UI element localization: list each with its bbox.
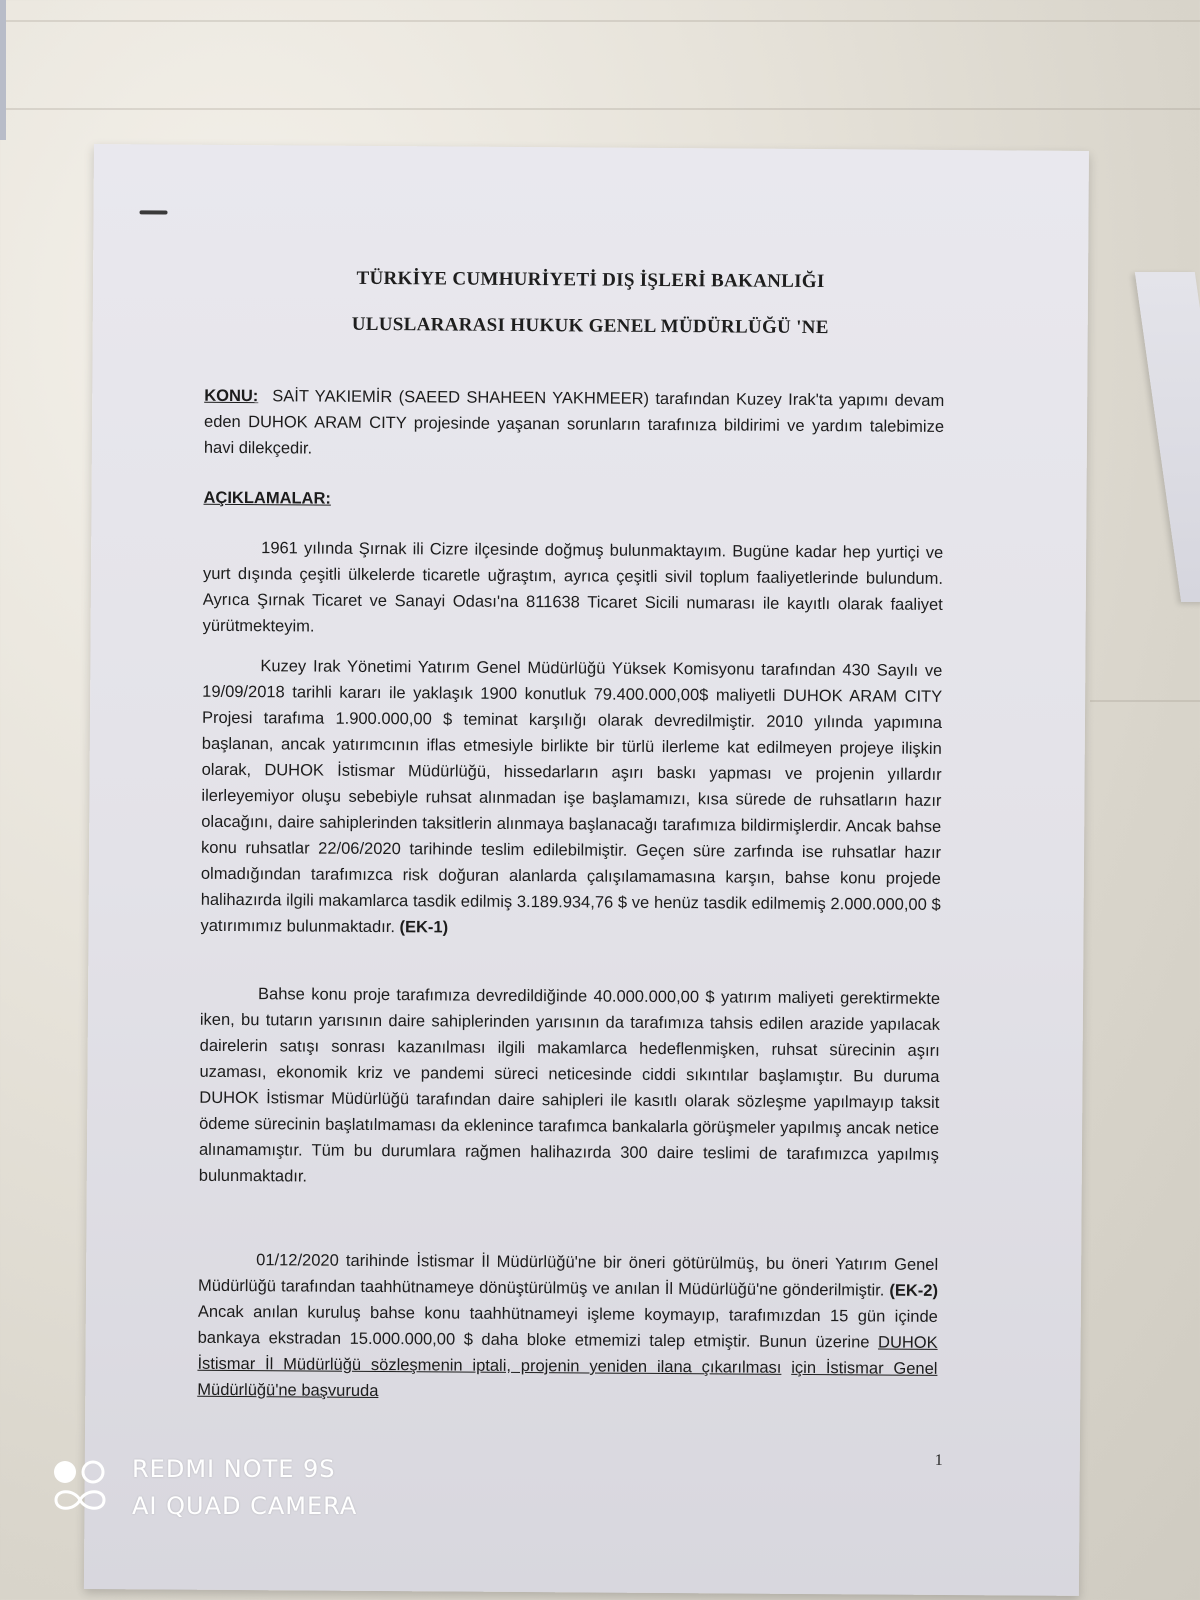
subject-text: SAİT YAKIEMİR (SAEED SHAHEEN YAKHMEER) tarafından Kuzey Irak'ta yapımı devam eden DUHOK ARAM CITY projesinde yaşanan sorunların tarafınıza bildirimi ve yardım talebimize havi dilekçedir. <box>203 387 945 458</box>
document-page <box>84 144 1089 1596</box>
addressee-ministry: TÜRKİYE CUMHURİYETİ DIŞ İŞLERİ BAKANLIĞI <box>356 267 825 293</box>
paragraph-4-text-a: 01/12/2020 tarihinde İstismar İl Müdürlüğü'ne bir öneri götürülmüş, bu öneri Yatırım Genel Müdürlüğü tarafından taahhütnameye dönüştürülmüş ve anılan İl Müdürlüğü'ne gönderilmiştir. <box>197 1251 939 1300</box>
page-number: 1 <box>934 1451 943 1469</box>
paragraph-1 <box>203 535 944 644</box>
annex-reference-2: (EK-2) <box>889 1281 939 1300</box>
addressee-directorate: ULUSLARARASI HUKUK GENEL MÜDÜRLÜĞÜ 'NE <box>351 313 829 339</box>
paragraph-2-text: Kuzey Irak Yönetimi Yatırım Genel Müdürlüğü Yüksek Komisyonu tarafından 430 Sayılı ve 19/09/2018 tarihli kararı ile yaklaşık 1900 konutluk 79.400.000,00$ maliyetli DUHOK ARAM CITY Projesi tarafıma 1.900.000,00 $ teminat karşılığı olarak devredilmiştir. 2010 yılında yapımına başlanan, ancak yatırımcının iflas etmesiyle birlikte bir türlü ilerleme kat edilmeyen projeye ilişkin olarak, DUHOK İstismar Müdürlüğü, hissedarların aşırı baskı yapması ve projenin yıllardır ilerleyemiyor oluşu sebebiyle ruhsat alınmadan işe başlamamızı, kısa sürede de ruhsatların hazır olacağını, daire sahiplerinden taksitlerin alınmaya başlanacağı tarafımıza bildirmişlerdir. Ancak bahse konu ruhsatlar 22/06/2020 tarihinde teslim edilebilmiştir. Geçen süre zarfında ise ruhsatlar hazır olmadığından tarafımızca risk doğuran alanlarda çalışılamamasına karşın, bahse konu projede halihazırda ilgili makamlarca tasdik edilmiş 3.189.934,76 $ ve henüz tasdik edilmemiş 2.000.000,00 $ yatırımımız bulunmaktadır. <box>200 657 943 937</box>
subject-block <box>204 383 945 466</box>
adjacent-object-edge <box>0 0 6 140</box>
camera-feature-text: AI QUAD CAMERA <box>132 1492 358 1520</box>
paragraph-4-text-b: Ancak anılan kuruluş bahse konu taahhütnameyi işleme koymayıp, tarafımızdan 15 gün içinde bankaya ekstradan 15.000.000,00 $ daha bloke etmemizi talep etmiştir. Bunun üzerine <box>197 1302 938 1352</box>
paragraph-4-text-c: için İstismar Genel Müdürlüğü'ne başvuruda <box>197 1358 938 1401</box>
fabric-texture <box>0 20 1200 22</box>
paragraph-1-text: 1961 yılında Şırnak ili Cizre ilçesinde doğmuş bulunmaktayım. Bugüne kadar hep yurtiçi ve yurt dışında çeşitli ülkelerde ticaretle uğraştım, ayrıca çeşitli sivil toplum faaliyetlerinde bulundum. Ayrıca Şırnak Ticaret ve Sanayi Odası'na 811638 Ticaret Sicili numarası ile kayıtlı olarak faaliyet yürütmekteyim. <box>202 539 944 636</box>
paragraph-3 <box>199 981 940 1194</box>
staple-mark <box>140 210 168 214</box>
quad-camera-icon <box>52 1459 108 1515</box>
camera-model-text: REDMI NOTE 9S <box>132 1455 336 1483</box>
fabric-texture <box>1090 700 1200 702</box>
subject-label: KONU: <box>204 386 259 406</box>
annex-reference-1: (EK-1) <box>399 918 449 937</box>
fabric-texture <box>0 108 1200 110</box>
paragraph-2 <box>200 653 942 944</box>
paragraph-3-text: Bahse konu proje tarafımıza devredildiğinde 40.000.000,00 $ yatırım maliyeti gerektirmekte iken, bu tutarın yarısının daire sahiplerinden yarısının da tarafımıza tahsis edilen arazide yapılacak dairelerin satışı sonrası kazanılması ilgili makamlarca hedeflenmişken, ruhsat sürecinin aşırı uzaması, ekonomik kriz ve pandemi süreci neticesinde ciddi sıkıntılar başlamıştır. Bu duruma DUHOK İstismar Müdürlüğü tarafından daire sahipleri ile kasıtlı olarak sözleşme yapılmayıp taksit ödeme sürecinin başlatılmaması da eklenince tarafımca bankalarla görüşmeler yapılmış ancak netice alınamamıştır. Tüm bu durumlara rağmen halihazırda 300 daire teslimi de tarafımızca yapılmış bulunmaktadır. <box>198 985 941 1186</box>
paragraph-4-underlined: DUHOK İstismar İl Müdürlüğü sözleşmenin iptali, projenin yeniden ilana çıkarılması <box>197 1333 938 1377</box>
paragraph-4 <box>197 1247 938 1408</box>
section-heading-explanations: AÇIKLAMALAR: <box>203 488 331 508</box>
adjacent-paper-sheet <box>1135 272 1200 602</box>
